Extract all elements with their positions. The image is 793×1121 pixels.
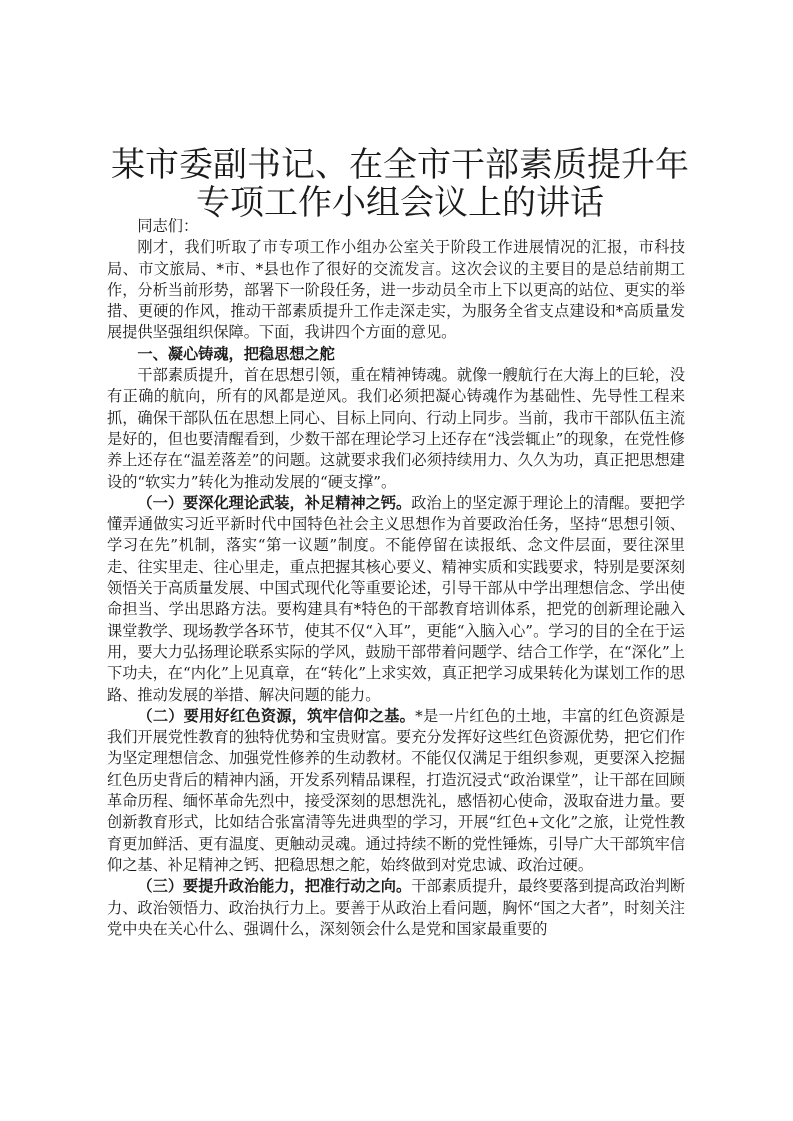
document-title: 某市委副书记、在全市干部素质提升年专项工作小组会议上的讲话: [111, 145, 689, 223]
document-body: [107, 216, 685, 940]
subsection-lead-1: （一）要深化理论武装，补足精神之钙。: [137, 493, 412, 512]
subsection-text-3: 干部素质提升，最终要落到提高政治判断力、政治领悟力、政治执行力上。要善于从政治上看问题，胸怀“国之大者”，时刻关注党中央在关心什么、强调什么，深刻领会什么是党和国家最重要的: [107, 877, 686, 938]
subsection-lead-2: （二）要用好红色资源，筑牢信仰之基。: [137, 706, 416, 725]
section-heading: 一、凝心铸魂，把稳思想之舵: [137, 344, 335, 363]
subsection-paragraph-3: [107, 876, 685, 940]
subsection-paragraph-1: [107, 493, 685, 706]
intro-paragraph: 刚才，我们听取了市专项工作小组办公室关于阶段工作进展情况的汇报，市科技局、市文旅局、*市、*县也作了很好的交流发言。这次会议的主要目的是总结前期工作，分析当前形势，部署下一阶段任务，进一步动员全市上下以更高的站位、更实的举措、更硬的作风，推动干部素质提升工作走深走实，为服务全省支点建设和*高质量发展提供坚强组织保障。下面，我讲四个方面的意见。: [107, 238, 685, 342]
subsection-text-2: *是一片红色的土地，丰富的红色资源是我们开展党性教育的独特优势和宝贵财富。要充分发挥好这些红色资源优势，把它们作为坚定理想信念、加强党性修养的生动教材。不能仅仅满足于组织参观，更要深入挖掘红色历史背后的精神内涵，开发系列精品课程，打造沉浸式“政治课堂”，让干部在回顾革命历程、缅怀革命先烈中，接受深刻的思想洗礼，感悟初心使命，汲取奋进力量。要创新教育形式，比如结合张富清等先进典型的学习，开展“红色+文化”之旅，让党性教育更加鲜活、更有温度、更触动灵魂。通过持续不断的党性锤炼，引导广大干部筑牢信仰之基、补足精神之钙、把稳思想之舵，始终做到对党忠诚、政治过硬。: [107, 706, 686, 874]
subsection-paragraph-2: [107, 706, 685, 876]
section-paragraph: 干部素质提升，首在思想引领，重在精神铸魂。就像一艘航行在大海上的巨轮，没有正确的航向，所有的风都是逆风。我们必须把凝心铸魂作为基础性、先导性工程来抓，确保干部队伍在思想上同心、目标上同向、行动上同步。当前，我市干部队伍主流是好的，但也要清醒看到，少数干部在理论学习上还存在“浅尝辄止”的现象，在党性修养上还存在“温差落差”的问题。这就要求我们必须持续用力、久久为功，真正把思想建设的“软实力”转化为推动发展的“硬支撑”。: [107, 366, 685, 491]
salutation: 同志们：: [137, 217, 199, 235]
subsection-text-1: 政治上的坚定源于理论上的清醒。要把学懂弄通做实习近平新时代中国特色社会主义思想作为首要政治任务，坚持“思想引领、学习在先”机制，落实“第一议题”制度。不能停留在读报纸、念文件层面，要往深里走、往实里走、往心里走，重点把握其核心要义、精神实质和实践要求，特别是要深刻领悟关于高质量发展、中国式现代化等重要论述，引导干部从中学出理想信念、学出使命担当、学出思路方法。要构建具有*特色的干部教育培训体系，把党的创新理论融入课堂教学、现场教学各环节，使其不仅“入耳”，更能“入脑入心”。学习的目的全在于运用，要大力弘扬理论联系实际的学风，鼓励干部带着问题学、结合工作学，在“深化”上下功夫，在“内化”上见真章，在“转化”上求实效，真正把学习成果转化为谋划工作的思路、推动发展的举措、解决问题的能力。: [107, 493, 686, 704]
subsection-lead-3: （三）要提升政治能力，把准行动之向。: [137, 877, 412, 896]
